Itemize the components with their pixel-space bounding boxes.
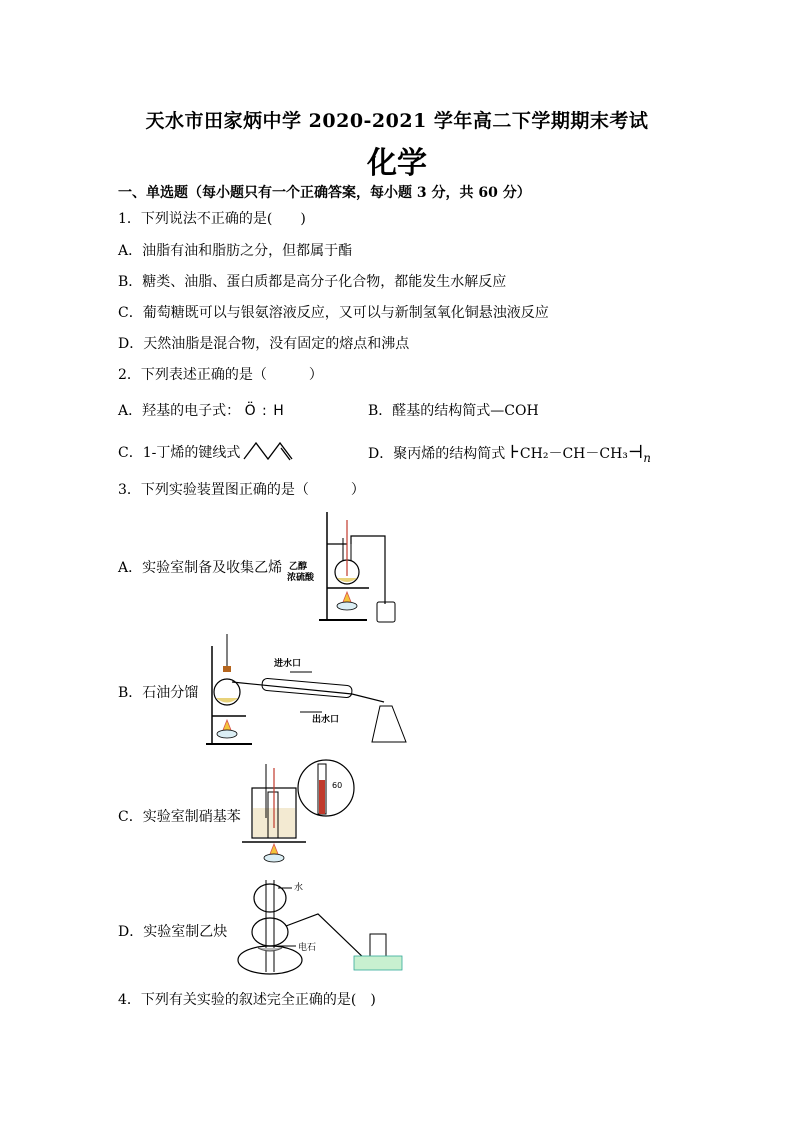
hydroxyl-electron-formula: Ö : H: [244, 403, 285, 419]
question-4-stem: 4．下列有关实验的叙述完全正确的是( ): [118, 992, 376, 1008]
subject-title: 化学: [367, 146, 427, 181]
q1-option-c: C．葡萄糖既可以与银氨溶液反应，又可以与新制氢氧化铜悬浊液反应: [118, 305, 549, 321]
q3-option-d: D．实验室制乙炔: [118, 924, 228, 940]
q2-option-c: [118, 442, 240, 462]
calcium-carbide-label: 电石: [298, 943, 317, 953]
q1-option-d: D．天然油脂是混合物，没有固定的熔点和沸点: [118, 336, 410, 352]
polypropylene-formula: CH₂－CH－CH₃: [519, 446, 628, 462]
question-1-stem: 1．下列说法不正确的是( ): [118, 211, 306, 227]
butene-skeletal-icon: [242, 437, 294, 463]
bracket-right-icon: ⊣: [627, 442, 644, 463]
bracket-left-icon: ⊦: [509, 442, 520, 463]
section-heading: 一、单选题（每小题只有一个正确答案，每小题 3 分，共 60 分）: [118, 185, 531, 201]
water-outlet-label: 出水口: [312, 715, 340, 725]
water-label: 水: [294, 883, 304, 893]
ethanol-label: 乙醇: [289, 562, 308, 572]
question-2-stem: 2．下列表述正确的是（ ）: [118, 367, 323, 383]
q3-option-c: C．实验室制硝基苯: [118, 809, 241, 825]
acetylene-apparatus-figure: [228, 876, 408, 978]
water-inlet-label: 进水口: [274, 659, 302, 669]
q1-option-b: B．糖类、油脂、蛋白质都是高分子化合物，都能发生水解反应: [118, 274, 507, 290]
q1-option-a: A．油脂有油和脂肪之分，但都属于酯: [118, 243, 353, 259]
q3-option-a: A．实验室制备及收集乙烯: [118, 560, 283, 576]
q2-option-a: A．羟基的电子式： Ö : H: [118, 403, 285, 419]
q2-option-a-label: A．羟基的电子式: [118, 403, 227, 419]
ethylene-apparatus-figure: [285, 508, 405, 626]
q2-option-b-label: B．醛基的结构简式: [368, 403, 491, 419]
q2-option-b: [368, 400, 539, 420]
question-3-stem: 3．下列实验装置图正确的是（ ）: [118, 482, 365, 498]
polymer-subscript: n: [643, 450, 651, 465]
q2-option-d: [368, 442, 651, 465]
distillation-apparatus-figure: [202, 632, 412, 748]
exam-title: 天水市田家炳中学 2020-2021 学年高二下学期期末考试: [145, 110, 649, 132]
aldehyde-formula: —COH: [490, 403, 539, 419]
q2-option-c-label: C．1-丁烯的键线式: [118, 445, 241, 461]
q2-option-d-label: D．聚丙烯的结构简式: [368, 446, 506, 462]
sulfuric-acid-label: 浓硫酸: [287, 573, 315, 583]
q3-option-b: B．石油分馏: [118, 685, 199, 701]
nitrobenzene-apparatus-figure: [238, 758, 364, 868]
thermometer-label: 60: [332, 781, 343, 790]
